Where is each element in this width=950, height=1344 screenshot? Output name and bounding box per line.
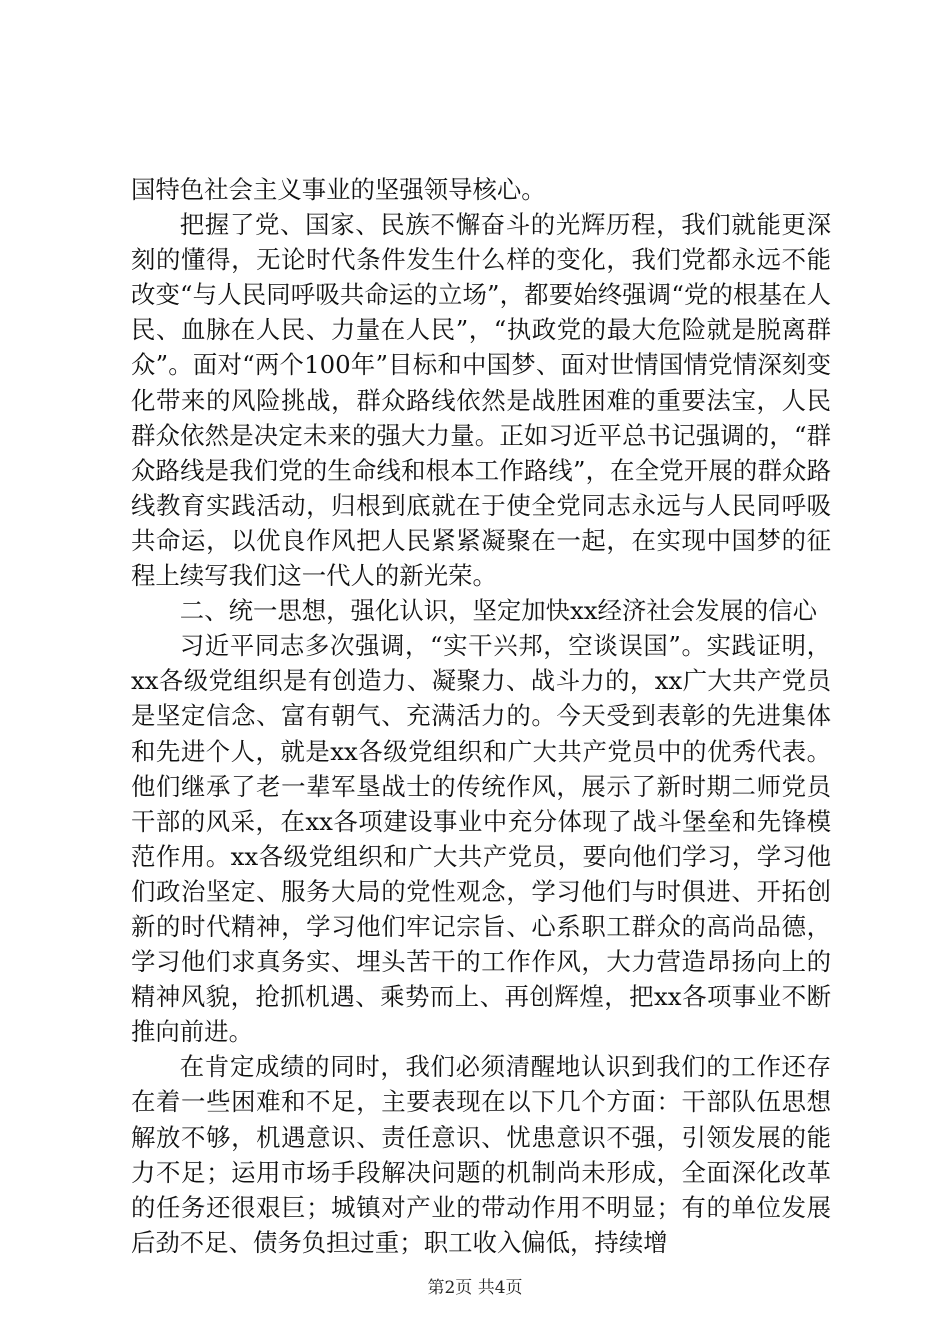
section-heading-two: 二、统一思想，强化认识，坚定加快xx经济社会发展的信心 xyxy=(179,596,818,626)
document-body xyxy=(131,172,831,1260)
paragraph-shortcomings: 在肯定成绩的同时，我们必须清醒地认识到我们的工作还存在着一些困难和不足，主要表现在以下几个方面：干部队伍思想解放不够，机遇意识、责任意识、忧患意识不强，引领发展的能力不足；运用市场手段解决问题的机制尚未形成，全面深化改革的任务还很艰巨；城镇对产业的带动作用不明显；有的单位发展后劲不足、债务负担过重；职工收入偏低，持续增 xyxy=(131,1052,831,1257)
paragraph-continuation: 国特色社会主义事业的坚强领导核心。 xyxy=(131,175,546,204)
paragraph-learn-from-models: 习近平同志多次强调，“实干兴邦，空谈误国”。实践证明，xx各级党组织是有创造力、凝聚力、战斗力的，xx广大共产党员是坚定信念、富有朝气、充满活力的。今天受到表彰的先进集体和先进个人，就是xx各级党组织和广大共产党员中的优秀代表。他们继承了老一辈军垦战士的传统作风，展示了新时期二师党员干部的风采，在xx各项建设事业中充分体现了战斗堡垒和先锋模范作用。xx各级党组织和广大共产党员，要向他们学习，学习他们政治坚定、服务大局的党性观念，学习他们与时俱进、开拓创新的时代精神，学习他们牢记宗旨、心系职工群众的高尚品德，学习他们求真务实、埋头苦干的工作作风，大力营造昂扬向上的精神风貌，抢抓机遇、乘势而上、再创辉煌，把xx各项事业不断推向前进。 xyxy=(131,631,831,1047)
paragraph-mass-line: 把握了党、国家、民族不懈奋斗的光辉历程，我们就能更深刻的懂得，无论时代条件发生什么样的变化，我们党都永远不能改变“与人民同呼吸共命运的立场”，都要始终强调“党的根基在人民、血脉在人民、力量在人民”，“执政党的最大危险就是脱离群众”。面对“两个100年”目标和中国梦、面对世情国情党情深刻变化带来的风险挑战，群众路线依然是战胜困难的重要法宝，人民群众依然是决定未来的强大力量。正如习近平总书记强调的，“群众路线是我们党的生命线和根本工作路线”，在全党开展的群众路线教育实践活动，归根到底就在于使全党同志永远与人民同呼吸共命运，以优良作风把人民紧紧凝聚在一起，在实现中国梦的征程上续写我们这一代人的新光荣。 xyxy=(131,210,831,591)
page-number-footer: 第2页 共4页 xyxy=(427,1278,523,1298)
